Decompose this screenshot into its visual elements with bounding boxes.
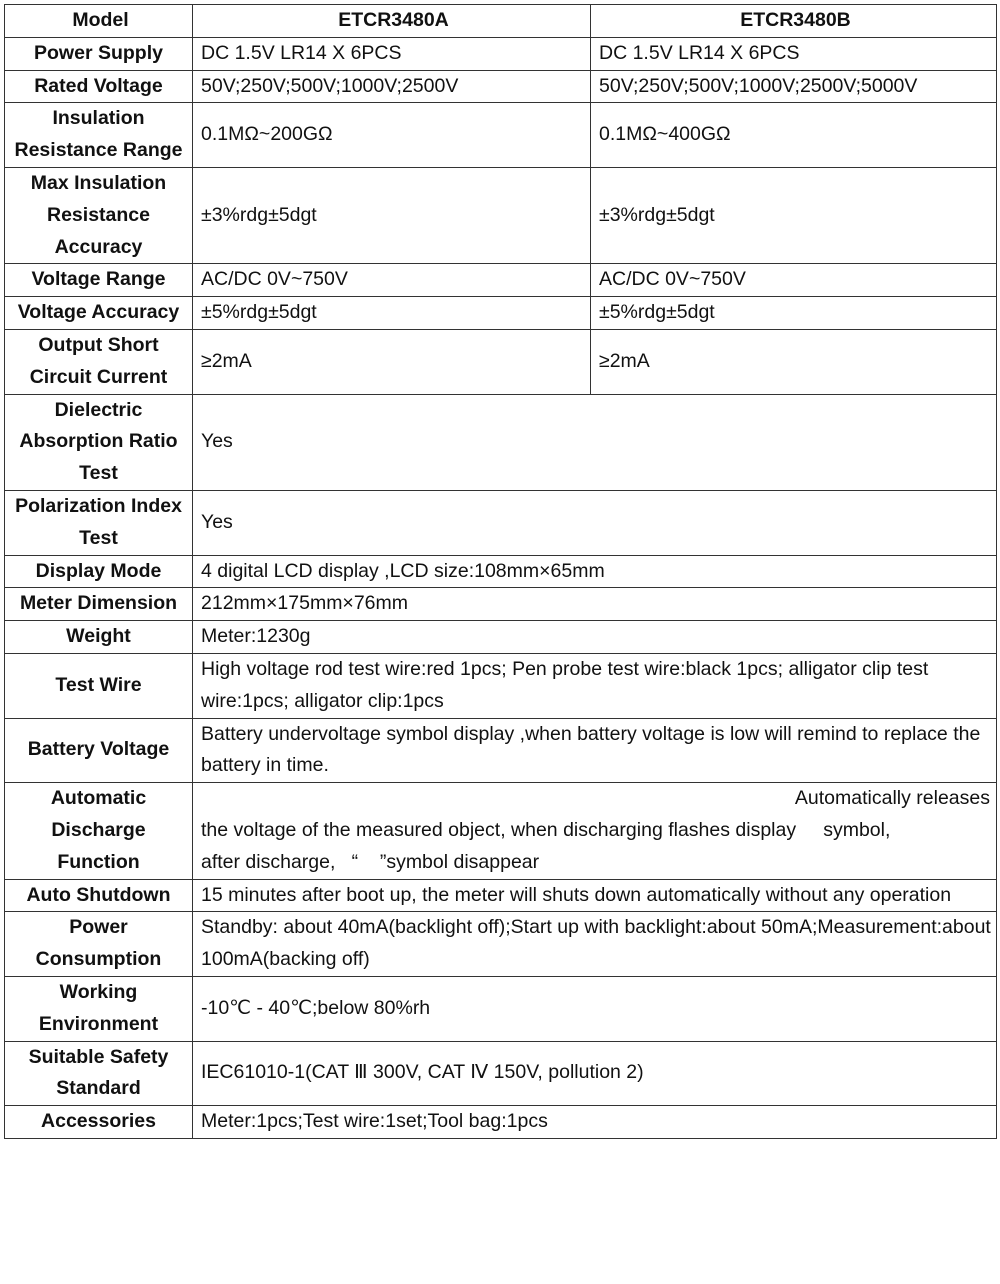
value-model-b: AC/DC 0V~750V <box>591 264 997 297</box>
row-polarization <box>5 490 997 555</box>
row-auto-discharge <box>5 783 997 879</box>
discharge-line-1: Automatically releases <box>794 787 990 810</box>
row-insulation-accuracy <box>5 167 997 263</box>
row-label: Power Supply <box>5 37 193 70</box>
value-model-b: ±3%rdg±5dgt <box>591 167 997 263</box>
header-label: Model <box>5 5 193 38</box>
value-shared: Standby: about 40mA(backlight off);Start up with backlight:about 50mA;Measurement:about 100mA(backing off) <box>193 912 997 977</box>
row-label: Automatic Discharge Function <box>5 783 193 879</box>
row-label: Voltage Range <box>5 264 193 297</box>
row-label: Accessories <box>5 1106 193 1139</box>
row-label: Dielectric Absorption Ratio Test <box>5 394 193 490</box>
row-label: Battery Voltage <box>5 718 193 783</box>
row-safety-standard <box>5 1041 997 1106</box>
row-weight <box>5 621 997 654</box>
row-battery-voltage <box>5 718 997 783</box>
value-model-b: DC 1.5V LR14 X 6PCS <box>591 37 997 70</box>
value-shared: 212mm×175mm×76mm <box>193 588 997 621</box>
value-model-a: 50V;250V;500V;1000V;2500V <box>193 70 591 103</box>
value-shared: High voltage rod test wire:red 1pcs; Pen probe test wire:black 1pcs; alligator clip test wire:1pcs; alligator clip:1pcs <box>193 653 997 718</box>
spec-table <box>4 4 997 1139</box>
row-label: Output Short Circuit Current <box>5 329 193 394</box>
row-dielectric <box>5 394 997 490</box>
row-label: Insulation Resistance Range <box>5 103 193 168</box>
value-shared: Meter:1230g <box>193 621 997 654</box>
row-label: Suitable Safety Standard <box>5 1041 193 1106</box>
value-model-b: ≥2mA <box>591 329 997 394</box>
row-power-supply <box>5 37 997 70</box>
value-shared: Yes <box>193 490 997 555</box>
discharge-line-2: the voltage of the measured object, when discharging flashes display symbol, <box>201 818 891 841</box>
row-label: Voltage Accuracy <box>5 297 193 330</box>
row-label: Weight <box>5 621 193 654</box>
row-voltage-accuracy <box>5 297 997 330</box>
value-model-a: AC/DC 0V~750V <box>193 264 591 297</box>
value-shared <box>193 783 997 879</box>
row-voltage-range <box>5 264 997 297</box>
row-label: Test Wire <box>5 653 193 718</box>
row-label: Power Consumption <box>5 912 193 977</box>
value-model-a: ±5%rdg±5dgt <box>193 297 591 330</box>
row-label: Meter Dimension <box>5 588 193 621</box>
value-model-b: 50V;250V;500V;1000V;2500V;5000V <box>591 70 997 103</box>
row-label: Auto Shutdown <box>5 879 193 912</box>
row-accessories <box>5 1106 997 1139</box>
row-auto-shutdown <box>5 879 997 912</box>
value-model-a: ≥2mA <box>193 329 591 394</box>
discharge-line-3: after discharge, “ ”symbol disappear <box>201 850 540 873</box>
header-row <box>5 5 997 38</box>
value-model-a: ±3%rdg±5dgt <box>193 167 591 263</box>
row-working-env <box>5 976 997 1041</box>
value-shared: Yes <box>193 394 997 490</box>
row-short-circuit <box>5 329 997 394</box>
header-model-b: ETCR3480B <box>591 5 997 38</box>
value-shared: Battery undervoltage symbol display ,when battery voltage is low will remind to replace the battery in time. <box>193 718 997 783</box>
value-shared: Meter:1pcs;Test wire:1set;Tool bag:1pcs <box>193 1106 997 1139</box>
row-label: Max Insulation Resistance Accuracy <box>5 167 193 263</box>
row-meter-dimension <box>5 588 997 621</box>
value-model-a: DC 1.5V LR14 X 6PCS <box>193 37 591 70</box>
row-label: Display Mode <box>5 555 193 588</box>
value-shared: 4 digital LCD display ,LCD size:108mm×65mm <box>193 555 997 588</box>
value-shared: IEC61010-1(CAT Ⅲ 300V, CAT Ⅳ 150V, pollution 2) <box>193 1041 997 1106</box>
value-model-a: 0.1MΩ~200GΩ <box>193 103 591 168</box>
row-display-mode <box>5 555 997 588</box>
value-shared: -10℃ - 40℃;below 80%rh <box>193 976 997 1041</box>
row-test-wire <box>5 653 997 718</box>
value-model-b: 0.1MΩ~400GΩ <box>591 103 997 168</box>
value-shared: 15 minutes after boot up, the meter will shuts down automatically without any operation <box>193 879 997 912</box>
row-label: Polarization Index Test <box>5 490 193 555</box>
row-insulation-range <box>5 103 997 168</box>
header-model-a: ETCR3480A <box>193 5 591 38</box>
value-model-b: ±5%rdg±5dgt <box>591 297 997 330</box>
row-label: Rated Voltage <box>5 70 193 103</box>
row-rated-voltage <box>5 70 997 103</box>
row-label: Working Environment <box>5 976 193 1041</box>
row-power-consumption <box>5 912 997 977</box>
